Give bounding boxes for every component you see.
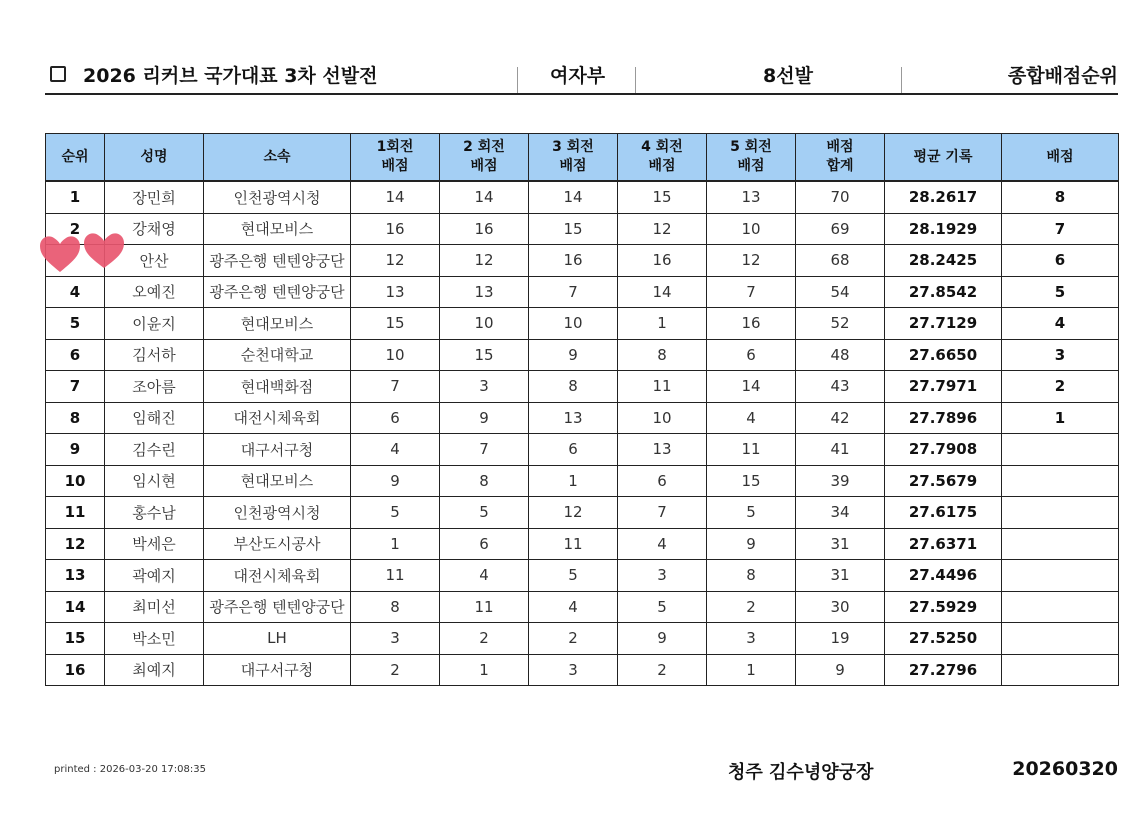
cell-r2: 8 (440, 465, 529, 497)
cell-r3: 4 (529, 591, 618, 623)
cell-name: 곽예지 (105, 560, 204, 592)
cell-r4: 10 (618, 402, 707, 434)
cell-name: 장민희 (105, 181, 204, 213)
column-header: 순위 (46, 134, 105, 182)
cell-total: 31 (796, 528, 885, 560)
cell-avg: 27.5679 (885, 465, 1002, 497)
column-header: 성명 (105, 134, 204, 182)
cell-r3: 6 (529, 434, 618, 466)
cell-r3: 14 (529, 181, 618, 213)
cell-r3: 2 (529, 623, 618, 655)
cell-points (1002, 591, 1119, 623)
cell-r5: 5 (707, 497, 796, 529)
cell-team: 순천대학교 (204, 339, 351, 371)
cell-avg: 27.2796 (885, 654, 1002, 686)
cell-total: 34 (796, 497, 885, 529)
cell-name: 박세은 (105, 528, 204, 560)
cell-name: 김수린 (105, 434, 204, 466)
cell-r4: 6 (618, 465, 707, 497)
cell-team: 부산도시공사 (204, 528, 351, 560)
cell-r2: 12 (440, 245, 529, 277)
heart-icon (84, 233, 124, 268)
cell-rank: 14 (46, 591, 105, 623)
cell-avg: 27.6371 (885, 528, 1002, 560)
cell-r2: 13 (440, 276, 529, 308)
cell-points (1002, 560, 1119, 592)
cell-points (1002, 623, 1119, 655)
cell-r4: 15 (618, 181, 707, 213)
document-header (45, 57, 1118, 95)
cell-rank: 16 (46, 654, 105, 686)
cell-rank: 2 (46, 213, 105, 245)
heart-stickers (38, 232, 126, 276)
cell-total: 43 (796, 371, 885, 403)
cell-rank: 15 (46, 623, 105, 655)
column-header: 배점 합계 (796, 134, 885, 182)
cell-points: 8 (1002, 181, 1119, 213)
cell-r1: 13 (351, 276, 440, 308)
cell-r3: 5 (529, 560, 618, 592)
table-header-row (46, 134, 1119, 182)
cell-r2: 6 (440, 528, 529, 560)
cell-points: 5 (1002, 276, 1119, 308)
cell-r1: 14 (351, 181, 440, 213)
cell-name: 최예지 (105, 654, 204, 686)
cell-points: 2 (1002, 371, 1119, 403)
cell-rank: 9 (46, 434, 105, 466)
cell-r2: 2 (440, 623, 529, 655)
table-row (46, 339, 1119, 371)
column-header: 4 회전 배점 (618, 134, 707, 182)
cell-avg: 27.7908 (885, 434, 1002, 466)
cell-r5: 9 (707, 528, 796, 560)
cell-r5: 3 (707, 623, 796, 655)
table-row (46, 654, 1119, 686)
cell-r1: 3 (351, 623, 440, 655)
cell-r4: 8 (618, 339, 707, 371)
cell-rank: 13 (46, 560, 105, 592)
cell-total: 41 (796, 434, 885, 466)
cell-r3: 7 (529, 276, 618, 308)
cell-rank: 6 (46, 339, 105, 371)
cell-team: 현대모비스 (204, 308, 351, 340)
cell-r2: 11 (440, 591, 529, 623)
cell-r1: 9 (351, 465, 440, 497)
cell-rank: 5 (46, 308, 105, 340)
cell-avg: 27.7971 (885, 371, 1002, 403)
division-label: 여자부 (550, 65, 606, 87)
cell-total: 30 (796, 591, 885, 623)
cell-total: 31 (796, 560, 885, 592)
table-row (46, 308, 1119, 340)
cell-r1: 10 (351, 339, 440, 371)
cell-name: 안산 (105, 245, 204, 277)
table-row (46, 402, 1119, 434)
cell-r5: 6 (707, 339, 796, 371)
column-header: 배점 (1002, 134, 1119, 182)
cell-rank: 12 (46, 528, 105, 560)
cell-avg: 28.2617 (885, 181, 1002, 213)
cell-r2: 4 (440, 560, 529, 592)
cell-r2: 3 (440, 371, 529, 403)
cell-avg: 27.7129 (885, 308, 1002, 340)
table-row (46, 213, 1119, 245)
cell-r4: 12 (618, 213, 707, 245)
cell-r5: 14 (707, 371, 796, 403)
cell-team: 대구서구청 (204, 654, 351, 686)
cell-name: 오예진 (105, 276, 204, 308)
cell-rank: 1 (46, 181, 105, 213)
column-header: 평균 기록 (885, 134, 1002, 182)
document-type-label: 종합배점순위 (1007, 65, 1118, 87)
cell-points (1002, 434, 1119, 466)
cell-r3: 13 (529, 402, 618, 434)
cell-points: 1 (1002, 402, 1119, 434)
cell-r4: 7 (618, 497, 707, 529)
cell-name: 박소민 (105, 623, 204, 655)
cell-r1: 1 (351, 528, 440, 560)
cell-r1: 5 (351, 497, 440, 529)
table-row (46, 245, 1119, 277)
table-row (46, 276, 1119, 308)
cell-r2: 1 (440, 654, 529, 686)
cell-r4: 4 (618, 528, 707, 560)
cell-r3: 11 (529, 528, 618, 560)
cell-avg: 27.5929 (885, 591, 1002, 623)
table-row (46, 560, 1119, 592)
column-header: 1회전 배점 (351, 134, 440, 182)
cell-team: 현대모비스 (204, 213, 351, 245)
cell-r2: 14 (440, 181, 529, 213)
cell-total: 54 (796, 276, 885, 308)
cell-total: 68 (796, 245, 885, 277)
cell-avg: 28.1929 (885, 213, 1002, 245)
cell-team: LH (204, 623, 351, 655)
cell-r1: 15 (351, 308, 440, 340)
cell-points (1002, 497, 1119, 529)
cell-r2: 16 (440, 213, 529, 245)
cell-name: 임시현 (105, 465, 204, 497)
cell-r3: 16 (529, 245, 618, 277)
ranking-table (45, 133, 1119, 686)
cell-r3: 15 (529, 213, 618, 245)
table-row (46, 623, 1119, 655)
cell-points (1002, 654, 1119, 686)
cell-avg: 27.4496 (885, 560, 1002, 592)
cell-r4: 1 (618, 308, 707, 340)
cell-name: 홍수남 (105, 497, 204, 529)
table-row (46, 591, 1119, 623)
cell-points (1002, 528, 1119, 560)
cell-total: 9 (796, 654, 885, 686)
cell-r5: 7 (707, 276, 796, 308)
cell-r4: 11 (618, 371, 707, 403)
cell-r3: 12 (529, 497, 618, 529)
cell-r1: 12 (351, 245, 440, 277)
cell-name: 조아름 (105, 371, 204, 403)
cell-r3: 9 (529, 339, 618, 371)
printed-timestamp: printed : 2026-03-20 17:08:35 (54, 764, 206, 775)
header-divider (517, 67, 518, 93)
cell-r5: 12 (707, 245, 796, 277)
cell-total: 52 (796, 308, 885, 340)
cell-rank: 8 (46, 402, 105, 434)
cell-r2: 9 (440, 402, 529, 434)
cell-r2: 5 (440, 497, 529, 529)
cell-r5: 8 (707, 560, 796, 592)
cell-r4: 9 (618, 623, 707, 655)
cell-r1: 11 (351, 560, 440, 592)
cell-r1: 8 (351, 591, 440, 623)
column-header: 2 회전 배점 (440, 134, 529, 182)
cell-team: 광주은행 텐텐양궁단 (204, 245, 351, 277)
cell-total: 39 (796, 465, 885, 497)
cell-avg: 27.6175 (885, 497, 1002, 529)
cell-team: 대구서구청 (204, 434, 351, 466)
cell-r5: 13 (707, 181, 796, 213)
cell-rank: 7 (46, 371, 105, 403)
cell-team: 인천광역시청 (204, 497, 351, 529)
cell-r4: 5 (618, 591, 707, 623)
stage-label: 8선발 (763, 65, 813, 87)
cell-points: 6 (1002, 245, 1119, 277)
checkbox-icon (50, 66, 66, 82)
cell-r1: 4 (351, 434, 440, 466)
cell-points (1002, 465, 1119, 497)
cell-team: 대전시체육회 (204, 402, 351, 434)
table-row (46, 497, 1119, 529)
cell-avg: 27.8542 (885, 276, 1002, 308)
cell-total: 70 (796, 181, 885, 213)
cell-r5: 4 (707, 402, 796, 434)
cell-rank: 10 (46, 465, 105, 497)
cell-r4: 3 (618, 560, 707, 592)
column-header: 5 회전 배점 (707, 134, 796, 182)
cell-rank: 4 (46, 276, 105, 308)
cell-name: 임해진 (105, 402, 204, 434)
cell-team: 인천광역시청 (204, 181, 351, 213)
document-date: 20260320 (1012, 758, 1118, 780)
column-header: 3 회전 배점 (529, 134, 618, 182)
cell-points: 7 (1002, 213, 1119, 245)
cell-team: 광주은행 텐텐양궁단 (204, 276, 351, 308)
cell-r1: 16 (351, 213, 440, 245)
cell-name: 이윤지 (105, 308, 204, 340)
cell-points: 3 (1002, 339, 1119, 371)
cell-total: 19 (796, 623, 885, 655)
cell-r5: 10 (707, 213, 796, 245)
table-row (46, 465, 1119, 497)
cell-r5: 2 (707, 591, 796, 623)
cell-r3: 10 (529, 308, 618, 340)
cell-r5: 11 (707, 434, 796, 466)
cell-team: 대전시체육회 (204, 560, 351, 592)
cell-r1: 2 (351, 654, 440, 686)
cell-name: 최미선 (105, 591, 204, 623)
cell-r2: 10 (440, 308, 529, 340)
cell-r1: 7 (351, 371, 440, 403)
column-header: 소속 (204, 134, 351, 182)
header-divider (635, 67, 636, 93)
cell-r3: 3 (529, 654, 618, 686)
cell-name: 강채영 (105, 213, 204, 245)
cell-team: 현대백화점 (204, 371, 351, 403)
cell-r5: 15 (707, 465, 796, 497)
cell-total: 42 (796, 402, 885, 434)
cell-r4: 13 (618, 434, 707, 466)
heart-icon (40, 236, 80, 272)
venue-name: 청주 김수녕양궁장 (728, 762, 874, 783)
cell-r3: 1 (529, 465, 618, 497)
cell-avg: 28.2425 (885, 245, 1002, 277)
table-row (46, 181, 1119, 213)
cell-team: 현대모비스 (204, 465, 351, 497)
cell-avg: 27.5250 (885, 623, 1002, 655)
cell-r1: 6 (351, 402, 440, 434)
table-row (46, 528, 1119, 560)
cell-avg: 27.7896 (885, 402, 1002, 434)
cell-name: 김서하 (105, 339, 204, 371)
cell-r2: 15 (440, 339, 529, 371)
cell-team: 광주은행 텐텐양궁단 (204, 591, 351, 623)
cell-total: 48 (796, 339, 885, 371)
competition-title: 2026 리커브 국가대표 3차 선발전 (83, 65, 378, 87)
cell-rank: 11 (46, 497, 105, 529)
cell-r5: 16 (707, 308, 796, 340)
cell-total: 69 (796, 213, 885, 245)
cell-r2: 7 (440, 434, 529, 466)
cell-avg: 27.6650 (885, 339, 1002, 371)
cell-r4: 2 (618, 654, 707, 686)
cell-r3: 8 (529, 371, 618, 403)
table-row (46, 371, 1119, 403)
cell-r4: 16 (618, 245, 707, 277)
header-divider (901, 67, 902, 93)
table-row (46, 434, 1119, 466)
cell-r4: 14 (618, 276, 707, 308)
cell-points: 4 (1002, 308, 1119, 340)
cell-r5: 1 (707, 654, 796, 686)
